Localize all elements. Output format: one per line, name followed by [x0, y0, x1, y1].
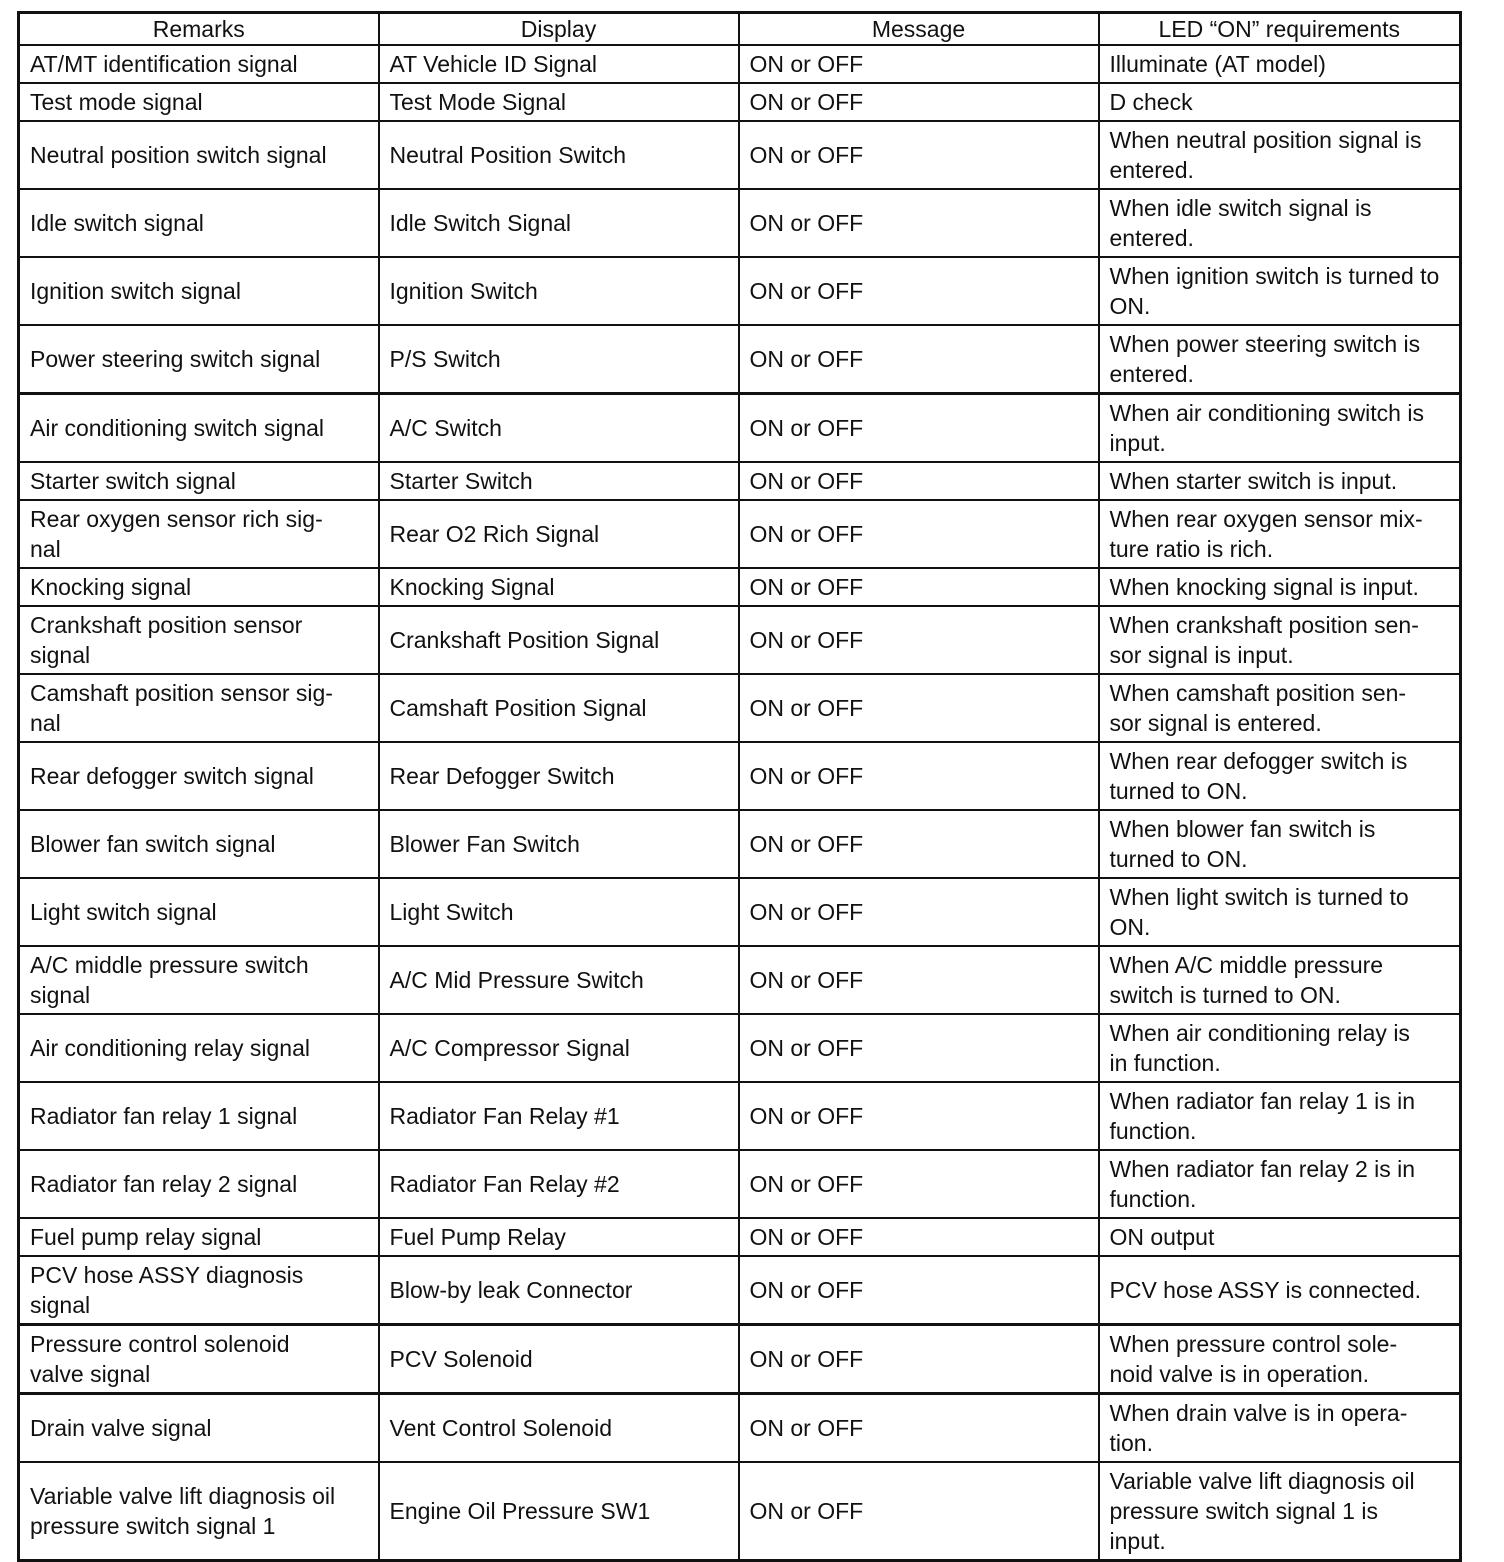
cell-remarks: Radiator fan relay 1 signal	[19, 1082, 379, 1150]
cell-display: Camshaft Position Signal	[379, 674, 739, 742]
cell-display: Radiator Fan Relay #2	[379, 1150, 739, 1218]
cell-display: PCV Solenoid	[379, 1325, 739, 1394]
table-row	[19, 568, 1461, 606]
cell-led-requirement: PCV hose ASSY is connected.	[1099, 1256, 1461, 1325]
cell-remarks: Fuel pump relay signal	[19, 1218, 379, 1256]
cell-display: A/C Switch	[379, 394, 739, 463]
cell-led-requirement: D check	[1099, 83, 1461, 121]
cell-display: Idle Switch Signal	[379, 189, 739, 257]
cell-display: Vent Control Solenoid	[379, 1394, 739, 1463]
cell-remarks: Knocking signal	[19, 568, 379, 606]
cell-display: Crankshaft Position Signal	[379, 606, 739, 674]
table-row	[19, 606, 1461, 674]
cell-led-requirement: ON output	[1099, 1218, 1461, 1256]
cell-remarks: Pressure control solenoid valve signal	[19, 1325, 379, 1394]
table-row	[19, 83, 1461, 121]
cell-led-requirement: When blower fan switch is turned to ON.	[1099, 810, 1461, 878]
table-row	[19, 1218, 1461, 1256]
cell-message: ON or OFF	[739, 1082, 1099, 1150]
cell-remarks: Light switch signal	[19, 878, 379, 946]
cell-display: Blow-by leak Connector	[379, 1256, 739, 1325]
cell-led-requirement: When radiator fan relay 2 is in function.	[1099, 1150, 1461, 1218]
cell-remarks: Air conditioning switch signal	[19, 394, 379, 463]
cell-display: Test Mode Signal	[379, 83, 739, 121]
cell-remarks: A/C middle pressure switch signal	[19, 946, 379, 1014]
cell-led-requirement: Illuminate (AT model)	[1099, 45, 1461, 83]
cell-display: Fuel Pump Relay	[379, 1218, 739, 1256]
table-row	[19, 394, 1461, 463]
cell-led-requirement: When air conditioning switch is input.	[1099, 394, 1461, 463]
cell-led-requirement: When A/C middle pressure switch is turned to ON.	[1099, 946, 1461, 1014]
cell-message: ON or OFF	[739, 189, 1099, 257]
cell-message: ON or OFF	[739, 1394, 1099, 1463]
cell-led-requirement: Variable valve lift diagnosis oil pressure switch signal 1 is input.	[1099, 1462, 1461, 1561]
table-row	[19, 1325, 1461, 1394]
cell-remarks: Starter switch signal	[19, 462, 379, 500]
cell-led-requirement: When starter switch is input.	[1099, 462, 1461, 500]
table-body	[19, 45, 1461, 1561]
cell-display: Rear Defogger Switch	[379, 742, 739, 810]
table-header-row	[19, 13, 1461, 46]
cell-remarks: Rear defogger switch signal	[19, 742, 379, 810]
cell-message: ON or OFF	[739, 606, 1099, 674]
cell-remarks: Crankshaft position sensor signal	[19, 606, 379, 674]
signal-table	[17, 11, 1462, 1562]
cell-remarks: Variable valve lift diagnosis oil pressure switch signal 1	[19, 1462, 379, 1561]
cell-message: ON or OFF	[739, 83, 1099, 121]
cell-message: ON or OFF	[739, 1325, 1099, 1394]
table-row	[19, 500, 1461, 568]
cell-message: ON or OFF	[739, 1462, 1099, 1561]
cell-message: ON or OFF	[739, 1218, 1099, 1256]
cell-led-requirement: When pressure control sole- noid valve is in operation.	[1099, 1325, 1461, 1394]
table-row	[19, 1462, 1461, 1561]
cell-display: Blower Fan Switch	[379, 810, 739, 878]
table-row	[19, 674, 1461, 742]
cell-remarks: AT/MT identification signal	[19, 45, 379, 83]
cell-remarks: Idle switch signal	[19, 189, 379, 257]
cell-display: Rear O2 Rich Signal	[379, 500, 739, 568]
table-row	[19, 325, 1461, 394]
table-row	[19, 810, 1461, 878]
cell-remarks: Neutral position switch signal	[19, 121, 379, 189]
table-row	[19, 189, 1461, 257]
column-header-led-requirements: LED “ON” requirements	[1099, 13, 1461, 46]
cell-display: A/C Mid Pressure Switch	[379, 946, 739, 1014]
signal-table-sheet	[17, 11, 1459, 1562]
cell-led-requirement: When radiator fan relay 1 is in function.	[1099, 1082, 1461, 1150]
cell-display: Radiator Fan Relay #1	[379, 1082, 739, 1150]
cell-led-requirement: When crankshaft position sen- sor signal is input.	[1099, 606, 1461, 674]
cell-led-requirement: When knocking signal is input.	[1099, 568, 1461, 606]
cell-message: ON or OFF	[739, 121, 1099, 189]
table-row	[19, 1394, 1461, 1463]
cell-message: ON or OFF	[739, 1256, 1099, 1325]
table-row	[19, 1082, 1461, 1150]
column-header-message: Message	[739, 13, 1099, 46]
table-row	[19, 257, 1461, 325]
column-header-remarks: Remarks	[19, 13, 379, 46]
cell-message: ON or OFF	[739, 674, 1099, 742]
cell-message: ON or OFF	[739, 500, 1099, 568]
cell-display: Engine Oil Pressure SW1	[379, 1462, 739, 1561]
table-row	[19, 946, 1461, 1014]
cell-display: A/C Compressor Signal	[379, 1014, 739, 1082]
cell-message: ON or OFF	[739, 878, 1099, 946]
cell-remarks: Radiator fan relay 2 signal	[19, 1150, 379, 1218]
cell-remarks: Air conditioning relay signal	[19, 1014, 379, 1082]
cell-message: ON or OFF	[739, 568, 1099, 606]
table-row	[19, 1014, 1461, 1082]
cell-led-requirement: When neutral position signal is entered.	[1099, 121, 1461, 189]
cell-led-requirement: When camshaft position sen- sor signal is entered.	[1099, 674, 1461, 742]
cell-message: ON or OFF	[739, 394, 1099, 463]
cell-remarks: Blower fan switch signal	[19, 810, 379, 878]
cell-message: ON or OFF	[739, 325, 1099, 394]
table-row	[19, 45, 1461, 83]
cell-message: ON or OFF	[739, 742, 1099, 810]
cell-message: ON or OFF	[739, 946, 1099, 1014]
table-row	[19, 462, 1461, 500]
cell-remarks: Power steering switch signal	[19, 325, 379, 394]
cell-remarks: Rear oxygen sensor rich sig- nal	[19, 500, 379, 568]
cell-message: ON or OFF	[739, 1150, 1099, 1218]
cell-display: Neutral Position Switch	[379, 121, 739, 189]
cell-led-requirement: When light switch is turned to ON.	[1099, 878, 1461, 946]
cell-display: AT Vehicle ID Signal	[379, 45, 739, 83]
cell-remarks: Test mode signal	[19, 83, 379, 121]
cell-display: Light Switch	[379, 878, 739, 946]
cell-remarks: PCV hose ASSY diagnosis signal	[19, 1256, 379, 1325]
cell-led-requirement: When rear defogger switch is turned to ON.	[1099, 742, 1461, 810]
cell-display: Ignition Switch	[379, 257, 739, 325]
cell-display: Knocking Signal	[379, 568, 739, 606]
table-row	[19, 1256, 1461, 1325]
cell-remarks: Drain valve signal	[19, 1394, 379, 1463]
cell-display: P/S Switch	[379, 325, 739, 394]
cell-remarks: Ignition switch signal	[19, 257, 379, 325]
cell-remarks: Camshaft position sensor sig- nal	[19, 674, 379, 742]
cell-led-requirement: When air conditioning relay is in function.	[1099, 1014, 1461, 1082]
cell-led-requirement: When power steering switch is entered.	[1099, 325, 1461, 394]
cell-message: ON or OFF	[739, 810, 1099, 878]
table-row	[19, 1150, 1461, 1218]
table-row	[19, 742, 1461, 810]
cell-led-requirement: When ignition switch is turned to ON.	[1099, 257, 1461, 325]
cell-led-requirement: When idle switch signal is entered.	[1099, 189, 1461, 257]
cell-display: Starter Switch	[379, 462, 739, 500]
cell-message: ON or OFF	[739, 462, 1099, 500]
cell-message: ON or OFF	[739, 45, 1099, 83]
cell-message: ON or OFF	[739, 1014, 1099, 1082]
column-header-display: Display	[379, 13, 739, 46]
cell-message: ON or OFF	[739, 257, 1099, 325]
cell-led-requirement: When drain valve is in opera- tion.	[1099, 1394, 1461, 1463]
table-row	[19, 878, 1461, 946]
cell-led-requirement: When rear oxygen sensor mix- ture ratio is rich.	[1099, 500, 1461, 568]
table-row	[19, 121, 1461, 189]
